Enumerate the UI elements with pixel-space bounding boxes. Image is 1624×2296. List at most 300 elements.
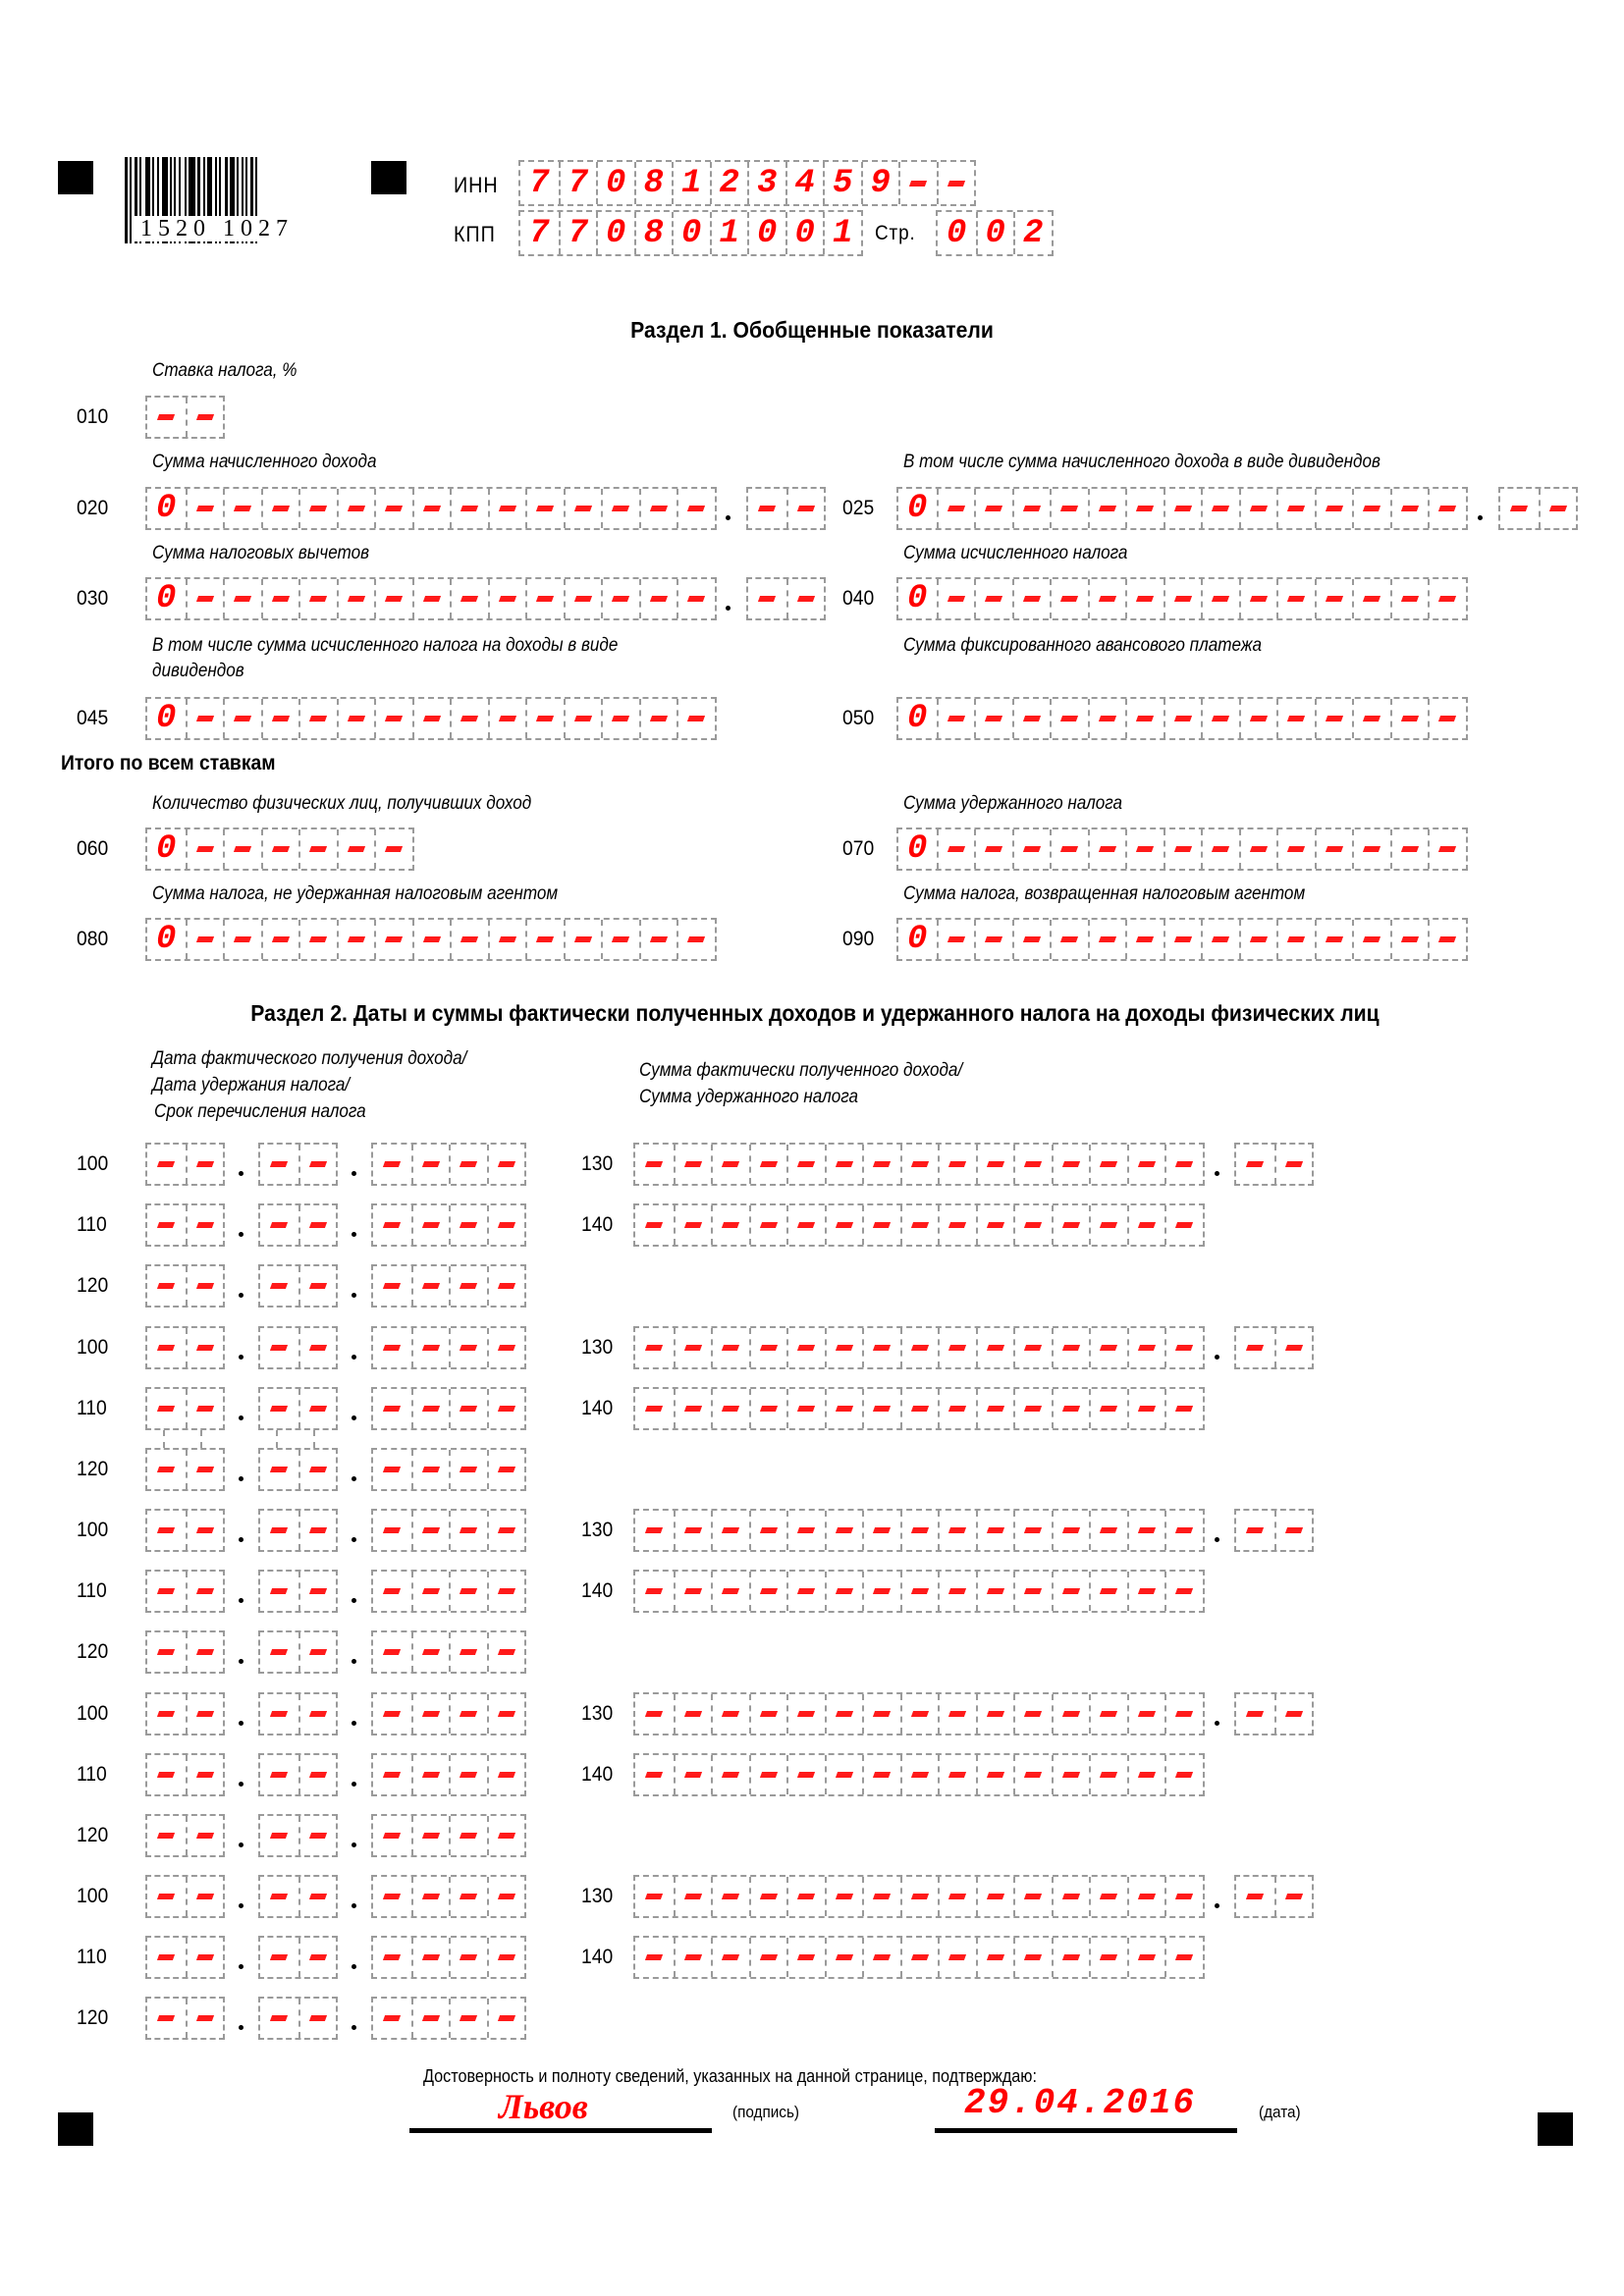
date-year-field[interactable] <box>371 1692 526 1735</box>
field-cell <box>976 1755 1014 1794</box>
code-130: 130 <box>581 1152 614 1175</box>
empty-cell-dash <box>498 1588 515 1594</box>
field-cell <box>711 1205 749 1245</box>
field-cell <box>487 1755 525 1794</box>
date-month-field[interactable] <box>258 1387 338 1430</box>
empty-cell-dash <box>948 1772 966 1778</box>
amount-field-130-fraction[interactable] <box>1234 1875 1314 1918</box>
empty-cell-dash <box>422 1894 440 1899</box>
empty-cell-dash <box>873 1406 891 1412</box>
empty-cell-dash <box>536 936 554 942</box>
field-cell <box>373 1511 411 1550</box>
empty-cell-dash <box>987 1894 1004 1899</box>
empty-cell-dash <box>1438 936 1456 942</box>
cell-value: 0 <box>606 214 626 252</box>
field-cell <box>1089 1877 1127 1916</box>
empty-cell-dash <box>758 596 776 602</box>
empty-cell-dash <box>498 1222 515 1228</box>
date-year-field[interactable] <box>371 1387 526 1430</box>
date-month-field[interactable] <box>258 1753 338 1796</box>
code-020: 020 <box>77 497 109 519</box>
field-cell <box>1088 489 1126 528</box>
date-day-field[interactable] <box>145 1875 225 1918</box>
date-month-field[interactable] <box>258 1570 338 1613</box>
field-cell <box>601 579 639 618</box>
empty-cell-dash <box>460 1161 477 1167</box>
amount-field-130[interactable] <box>633 1692 1205 1735</box>
empty-cell-dash <box>760 1222 778 1228</box>
empty-cell-dash <box>873 1161 891 1167</box>
date-year-field[interactable] <box>371 1509 526 1552</box>
empty-cell-dash <box>157 1345 175 1351</box>
field-cell <box>411 1999 450 2038</box>
empty-cell-dash <box>1100 1527 1117 1533</box>
field-cell <box>147 1389 186 1428</box>
empty-cell-dash <box>348 716 365 721</box>
empty-cell-dash <box>911 1894 929 1899</box>
date-month-field[interactable] <box>258 1814 338 1857</box>
date-year-field[interactable] <box>371 1448 526 1491</box>
field-cell <box>298 1816 337 1855</box>
field-cell <box>261 920 299 959</box>
field-cell <box>525 579 564 618</box>
date-month-field[interactable] <box>258 1326 338 1369</box>
empty-cell-dash <box>1287 716 1305 721</box>
field-cell <box>900 1572 939 1611</box>
empty-cell-dash <box>911 1345 929 1351</box>
field-cell <box>825 1755 863 1794</box>
field-cell <box>564 489 602 528</box>
empty-cell-dash <box>1060 506 1078 511</box>
empty-cell-dash <box>1099 936 1116 942</box>
empty-cell-dash <box>612 596 629 602</box>
empty-cell-dash <box>460 1711 477 1717</box>
field-cell <box>1428 489 1466 528</box>
empty-cell-dash <box>272 846 290 852</box>
field-cell <box>674 1938 712 1977</box>
field-cell <box>635 1877 674 1916</box>
amount-field-130[interactable] <box>633 1143 1205 1186</box>
empty-cell-dash <box>196 1161 214 1167</box>
date-month-field[interactable] <box>258 1448 338 1491</box>
empty-cell-dash <box>1363 846 1380 852</box>
empty-cell-dash <box>1510 506 1528 511</box>
section1-title: Раздел 1. Обобщенные показатели <box>630 317 994 343</box>
amount-field-140[interactable] <box>633 1387 1205 1430</box>
empty-cell-dash <box>1175 1772 1193 1778</box>
field-cell <box>1352 579 1390 618</box>
field-cell <box>450 699 488 738</box>
date-day-field[interactable] <box>145 1203 225 1247</box>
field-cell <box>938 1328 976 1367</box>
field-060[interactable] <box>145 828 414 871</box>
date-separator <box>352 1598 356 1603</box>
field-cell <box>1276 920 1315 959</box>
field-030[interactable] <box>145 577 717 620</box>
date-year-field[interactable] <box>371 1264 526 1308</box>
empty-cell-dash <box>272 716 290 721</box>
amount-field-130-fraction[interactable] <box>1234 1692 1314 1735</box>
empty-cell-dash <box>1246 1527 1264 1533</box>
empty-cell-dash <box>309 716 327 721</box>
empty-cell-dash <box>1174 506 1192 511</box>
date-month-field[interactable] <box>258 1264 338 1308</box>
signature-line[interactable] <box>409 2128 712 2133</box>
empty-cell-dash <box>1100 1954 1117 1960</box>
caption-030: Сумма налоговых вычетов <box>152 543 370 563</box>
amount-field-130[interactable] <box>633 1509 1205 1552</box>
field-cell <box>373 1572 411 1611</box>
field-cell <box>147 1877 186 1916</box>
field-cell <box>674 1205 712 1245</box>
date-day-field[interactable] <box>145 1753 225 1796</box>
date-day-field[interactable] <box>145 1509 225 1552</box>
empty-cell-dash <box>911 1406 929 1412</box>
date-month-field[interactable] <box>258 1692 338 1735</box>
cell-value: 0 <box>757 214 778 252</box>
date-month-field[interactable] <box>258 1997 338 2040</box>
field-cell <box>974 699 1012 738</box>
date-year-field[interactable] <box>371 1326 526 1369</box>
amount-field-140[interactable] <box>633 1203 1205 1247</box>
cell-connector <box>200 1430 204 1448</box>
date-day-field[interactable] <box>145 1814 225 1857</box>
field-cell <box>147 920 186 959</box>
empty-cell-dash <box>684 1406 702 1412</box>
field-cell <box>862 1694 900 1734</box>
empty-cell-dash <box>684 1345 702 1351</box>
date-day-field[interactable] <box>145 1143 225 1186</box>
empty-cell-dash <box>196 2015 214 2021</box>
cell-value: 0 <box>681 214 702 252</box>
empty-cell-dash <box>1175 1161 1193 1167</box>
field-cell <box>488 489 526 528</box>
empty-cell-dash <box>645 1406 663 1412</box>
empty-cell-dash <box>498 1406 515 1412</box>
empty-cell-dash <box>722 1527 739 1533</box>
date-day-field[interactable] <box>145 1387 225 1430</box>
empty-cell-dash <box>270 1588 288 1594</box>
field-080[interactable] <box>145 918 717 961</box>
date-day-field[interactable] <box>145 1936 225 1979</box>
empty-cell-dash <box>1287 846 1305 852</box>
date-day-field[interactable] <box>145 1264 225 1308</box>
empty-cell-dash <box>911 1772 929 1778</box>
date-year-field[interactable] <box>371 1997 526 2040</box>
field-cell <box>1050 489 1088 528</box>
field-cell <box>825 1694 863 1734</box>
amount-field-130[interactable] <box>633 1875 1205 1918</box>
empty-cell-dash <box>234 596 251 602</box>
field-cell <box>1052 1572 1090 1611</box>
cell-value: 3 <box>757 164 778 202</box>
empty-cell-dash <box>722 1894 739 1899</box>
empty-cell-dash <box>1136 596 1154 602</box>
field-cell <box>862 1328 900 1367</box>
field-040[interactable] <box>896 577 1468 620</box>
empty-cell-dash <box>1100 1345 1117 1351</box>
empty-cell-dash <box>157 1222 175 1228</box>
date-year-field[interactable] <box>371 1875 526 1918</box>
field-cell <box>938 1389 976 1428</box>
date-day-field[interactable] <box>145 1630 225 1674</box>
field-cell <box>672 212 710 254</box>
empty-cell-dash <box>1285 1711 1303 1717</box>
field-cell <box>373 1205 411 1245</box>
field-020-fraction[interactable] <box>746 487 826 530</box>
date-year-field[interactable] <box>371 1203 526 1247</box>
field-cell <box>1052 1328 1090 1367</box>
empty-cell-dash <box>722 1954 739 1960</box>
date-month-field[interactable] <box>258 1875 338 1918</box>
empty-cell-dash <box>157 1894 175 1899</box>
field-cell <box>786 1938 825 1977</box>
field-cell <box>1127 1205 1165 1245</box>
date-day-field[interactable] <box>145 1570 225 1613</box>
amount-field-140[interactable] <box>633 1753 1205 1796</box>
decimal-point <box>1215 1171 1219 1176</box>
field-cell <box>298 579 337 618</box>
field-cell <box>411 1816 450 1855</box>
field-cell <box>1164 1145 1203 1184</box>
empty-cell-dash <box>873 1894 891 1899</box>
empty-cell-dash <box>498 1467 515 1472</box>
date-year-field[interactable] <box>371 1143 526 1186</box>
field-cell <box>1052 1694 1090 1734</box>
field-cell <box>1012 579 1051 618</box>
field-cell <box>1352 920 1390 959</box>
empty-cell-dash <box>760 1772 778 1778</box>
field-cell <box>786 1511 825 1550</box>
field-cell <box>449 1694 487 1734</box>
date-day-field[interactable] <box>145 1448 225 1491</box>
inn-label: ИНН <box>454 173 499 197</box>
empty-cell-dash <box>1212 596 1229 602</box>
field-cell <box>298 1511 337 1550</box>
empty-cell-dash <box>645 1527 663 1533</box>
confirmation-text: Достоверность и полноту сведений, указанных на данной странице, подтверждаю: <box>423 2066 1037 2086</box>
field-090[interactable] <box>896 918 1468 961</box>
empty-cell-dash <box>1401 846 1419 852</box>
empty-cell-dash <box>1023 506 1041 511</box>
cell-value: 0 <box>947 214 967 252</box>
empty-cell-dash <box>1024 1894 1042 1899</box>
field-cell <box>786 1389 825 1428</box>
field-025-fraction[interactable] <box>1498 487 1578 530</box>
field-cell <box>1164 1755 1203 1794</box>
field-cell <box>1127 1877 1165 1916</box>
field-cell <box>373 1389 411 1428</box>
empty-cell-dash <box>911 1954 929 1960</box>
field-cell <box>635 1511 674 1550</box>
field-cell <box>710 162 748 204</box>
field-cell <box>525 489 564 528</box>
code-010: 010 <box>77 405 109 428</box>
field-cell <box>974 489 1012 528</box>
date-separator <box>352 1415 356 1420</box>
field-cell <box>1239 920 1277 959</box>
empty-cell-dash <box>196 1222 214 1228</box>
amount-field-140[interactable] <box>633 1936 1205 1979</box>
field-cell <box>298 489 337 528</box>
field-cell <box>487 1328 525 1367</box>
field-cell <box>1127 1755 1165 1794</box>
date-separator <box>239 2025 244 2030</box>
empty-cell-dash <box>985 716 1002 721</box>
empty-cell-dash <box>234 716 251 721</box>
field-cell <box>639 699 677 738</box>
empty-cell-dash <box>196 936 214 942</box>
caption-010: Ставка налога, % <box>152 360 298 381</box>
empty-cell-dash <box>1136 716 1154 721</box>
field-cell <box>786 1145 825 1184</box>
empty-cell-dash <box>196 1283 214 1289</box>
empty-cell-dash <box>645 1588 663 1594</box>
field-cell <box>261 489 299 528</box>
field-cell <box>900 1511 939 1550</box>
field-cell <box>449 1877 487 1916</box>
barcode <box>125 157 309 243</box>
empty-cell-dash <box>498 1711 515 1717</box>
signature-label: (подпись) <box>732 2103 800 2121</box>
empty-cell-dash <box>684 1222 702 1228</box>
field-010[interactable] <box>145 396 225 439</box>
empty-cell-dash <box>873 1527 891 1533</box>
field-cell <box>1428 579 1466 618</box>
field-cell <box>487 1266 525 1306</box>
kpp-field[interactable] <box>518 210 863 256</box>
empty-cell-dash <box>1285 1345 1303 1351</box>
empty-cell-dash <box>1287 506 1305 511</box>
inn-field[interactable] <box>518 160 976 206</box>
code-100: 100 <box>77 1519 109 1541</box>
field-cell <box>1274 1328 1313 1367</box>
date-year-field[interactable] <box>371 1570 526 1613</box>
field-cell <box>186 829 224 869</box>
empty-cell-dash <box>1212 716 1229 721</box>
code-110: 110 <box>77 1579 107 1602</box>
empty-cell-dash <box>383 1833 401 1839</box>
code-130: 130 <box>581 1519 614 1541</box>
date-year-field[interactable] <box>371 1814 526 1857</box>
amount-field-130-fraction[interactable] <box>1234 1509 1314 1552</box>
field-cell <box>976 212 1014 254</box>
empty-cell-dash <box>272 506 290 511</box>
field-cell <box>298 1145 337 1184</box>
empty-cell-dash <box>911 1711 929 1717</box>
field-cell <box>147 1266 186 1306</box>
field-cell <box>411 1632 450 1672</box>
empty-cell-dash <box>947 596 965 602</box>
date-separator <box>239 1659 244 1664</box>
page-number-field[interactable] <box>936 210 1054 256</box>
empty-cell-dash <box>1062 1222 1080 1228</box>
empty-cell-dash <box>270 1772 288 1778</box>
empty-cell-dash <box>1401 936 1419 942</box>
empty-cell-dash <box>1099 716 1116 721</box>
field-cell <box>411 1266 450 1306</box>
date-day-field[interactable] <box>145 1692 225 1735</box>
cell-value: 9 <box>870 164 891 202</box>
field-045[interactable] <box>145 697 717 740</box>
field-020[interactable] <box>145 487 717 530</box>
empty-cell-dash <box>985 506 1002 511</box>
empty-cell-dash <box>911 1588 929 1594</box>
date-month-field[interactable] <box>258 1203 338 1247</box>
field-cell <box>711 1389 749 1428</box>
date-year-field[interactable] <box>371 1936 526 1979</box>
empty-cell-dash <box>348 936 365 942</box>
empty-cell-dash <box>722 1161 739 1167</box>
empty-cell-dash <box>612 506 629 511</box>
field-cell <box>373 1328 411 1367</box>
field-025[interactable] <box>896 487 1468 530</box>
field-cell <box>223 699 261 738</box>
cell-value: 0 <box>156 700 177 737</box>
empty-cell-dash <box>1250 596 1268 602</box>
date-day-field[interactable] <box>145 1326 225 1369</box>
field-cell <box>974 920 1012 959</box>
empty-cell-dash <box>612 716 629 721</box>
field-cell <box>147 1694 186 1734</box>
empty-cell-dash <box>797 1954 815 1960</box>
date-separator <box>352 1903 356 1908</box>
field-cell <box>1390 699 1429 738</box>
field-cell <box>487 1816 525 1855</box>
field-cell <box>974 829 1012 869</box>
empty-cell-dash <box>157 1711 175 1717</box>
field-cell <box>260 1205 298 1245</box>
empty-cell-dash <box>1438 506 1456 511</box>
date-month-field[interactable] <box>258 1509 338 1552</box>
code-025: 025 <box>842 497 875 519</box>
empty-cell-dash <box>1100 1711 1117 1717</box>
date-line[interactable] <box>935 2128 1237 2133</box>
cell-value: 0 <box>156 830 177 868</box>
field-cell <box>1239 489 1277 528</box>
amount-field-140[interactable] <box>633 1570 1205 1613</box>
field-070[interactable] <box>896 828 1468 871</box>
caption-045-line2: дивидендов <box>152 661 244 681</box>
field-cell <box>823 162 861 204</box>
field-cell <box>825 1145 863 1184</box>
empty-cell-dash <box>270 1345 288 1351</box>
date-month-field[interactable] <box>258 1630 338 1674</box>
field-050[interactable] <box>896 697 1468 740</box>
amount-field-130-fraction[interactable] <box>1234 1143 1314 1186</box>
amount-field-130-fraction[interactable] <box>1234 1326 1314 1369</box>
empty-cell-dash <box>196 1345 214 1351</box>
date-year-field[interactable] <box>371 1753 526 1796</box>
code-040: 040 <box>842 587 875 610</box>
empty-cell-dash <box>722 1345 739 1351</box>
date-day-field[interactable] <box>145 1997 225 2040</box>
field-cell <box>1127 1328 1165 1367</box>
field-cell <box>749 1938 787 1977</box>
kpp-label: КПП <box>454 222 496 246</box>
date-month-field[interactable] <box>258 1143 338 1186</box>
field-030-fraction[interactable] <box>746 577 826 620</box>
date-month-field[interactable] <box>258 1936 338 1979</box>
field-cell <box>634 162 673 204</box>
amount-field-130[interactable] <box>633 1326 1205 1369</box>
date-year-field[interactable] <box>371 1630 526 1674</box>
field-cell <box>601 489 639 528</box>
field-cell <box>862 1877 900 1916</box>
date-caption-line3: Срок перечисления налога <box>154 1101 366 1122</box>
empty-cell-dash <box>873 1954 891 1960</box>
code-090: 090 <box>842 928 875 950</box>
